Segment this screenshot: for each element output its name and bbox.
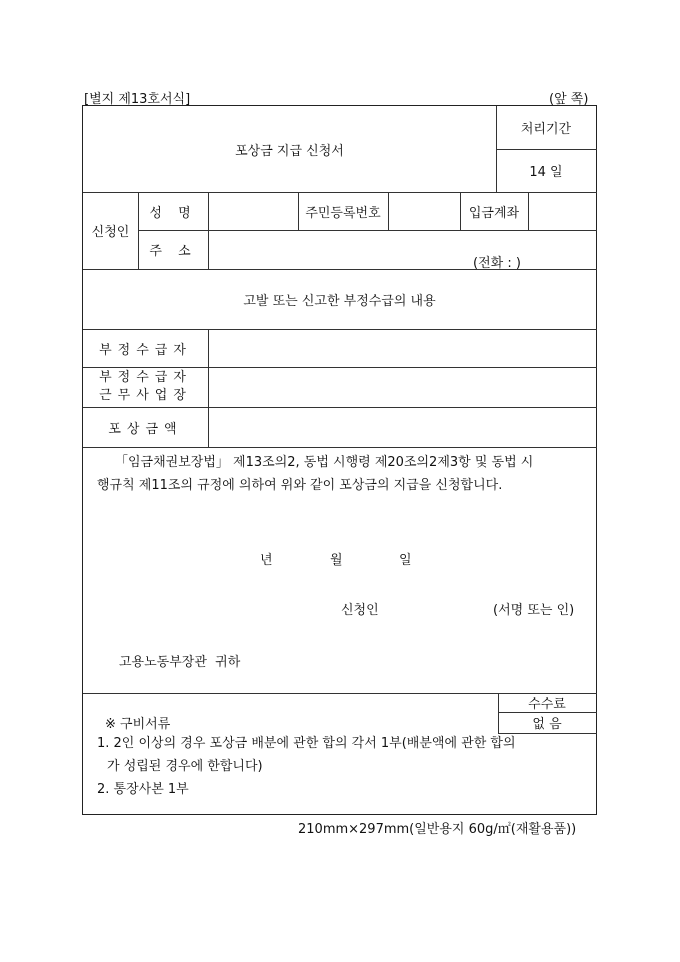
required-document-item: 2. 통장사본 1부 xyxy=(97,782,189,797)
reward-amount-label: 포상금액 xyxy=(108,421,183,437)
application-form xyxy=(82,105,597,815)
fraud-recipient-label: 부정수급자 xyxy=(99,342,192,358)
report-section-title: 고발 또는 신고한 부정수급의 내용 xyxy=(243,293,436,309)
date-day-label: 일 xyxy=(399,553,412,568)
date-month-label: 월 xyxy=(330,553,343,568)
recipient-workplace-label: 부정수급자 근무사업장 xyxy=(99,370,192,403)
name-field[interactable] xyxy=(208,192,298,230)
recipient-workplace-field[interactable] xyxy=(208,367,596,407)
address-label: 주 소 xyxy=(149,244,197,259)
applicant-section-label: 신청인 xyxy=(91,225,130,240)
required-document-item: 1. 2인 이상의 경우 포상금 배분에 관한 합의 각서 1부(배분액에 관한 합의 xyxy=(97,736,516,751)
processing-period-label: 처리기간 xyxy=(520,122,572,137)
fee-label: 수수료 xyxy=(528,697,566,712)
paper-spec: 210mm×297mm(일반용지 60g/㎡(재활용품)) xyxy=(298,822,577,837)
bank-account-label: 입금계좌 xyxy=(468,205,520,221)
reward-amount-field[interactable] xyxy=(208,407,596,447)
bank-account-field[interactable] xyxy=(528,192,596,230)
phone-text: (전화 : ) xyxy=(473,256,521,271)
name-label: 성 명 xyxy=(149,205,197,221)
form-number: [별지 제13호서식] xyxy=(84,92,191,107)
fee-value: 없 음 xyxy=(532,717,562,732)
form-title: 포상금 지급 신청서 xyxy=(235,143,344,159)
page-side-label: (앞 쪽) xyxy=(549,92,589,107)
processing-period-value: 14 일 xyxy=(529,165,563,180)
application-statement: 「임금채권보장법」 제13조의2, 동법 시행령 제20조의2제3항 및 동법 시 행규칙 제11조의 규정에 의하여 위와 같이 포상금의 지급을 신청합니다. xyxy=(97,455,534,493)
resident-number-field[interactable] xyxy=(388,192,460,230)
applicant-signature-label: 신청인 xyxy=(341,603,379,618)
signature-note: (서명 또는 인) xyxy=(493,603,575,618)
resident-number-label: 주민등록번호 xyxy=(305,205,381,221)
required-documents-list: 1. 2인 이상의 경우 포상금 배분에 관한 합의 각서 1부(배분액에 관한 합의 가 성립된 경우에 한합니다) 2. 통장사본 1부 xyxy=(97,732,592,801)
fraud-recipient-field[interactable] xyxy=(208,329,596,367)
addressee: 고용노동부장관 귀하 xyxy=(119,655,241,670)
date-year-label: 년 xyxy=(260,553,273,568)
required-documents-header: ※ 구비서류 xyxy=(105,717,171,732)
address-field[interactable] xyxy=(208,230,596,269)
